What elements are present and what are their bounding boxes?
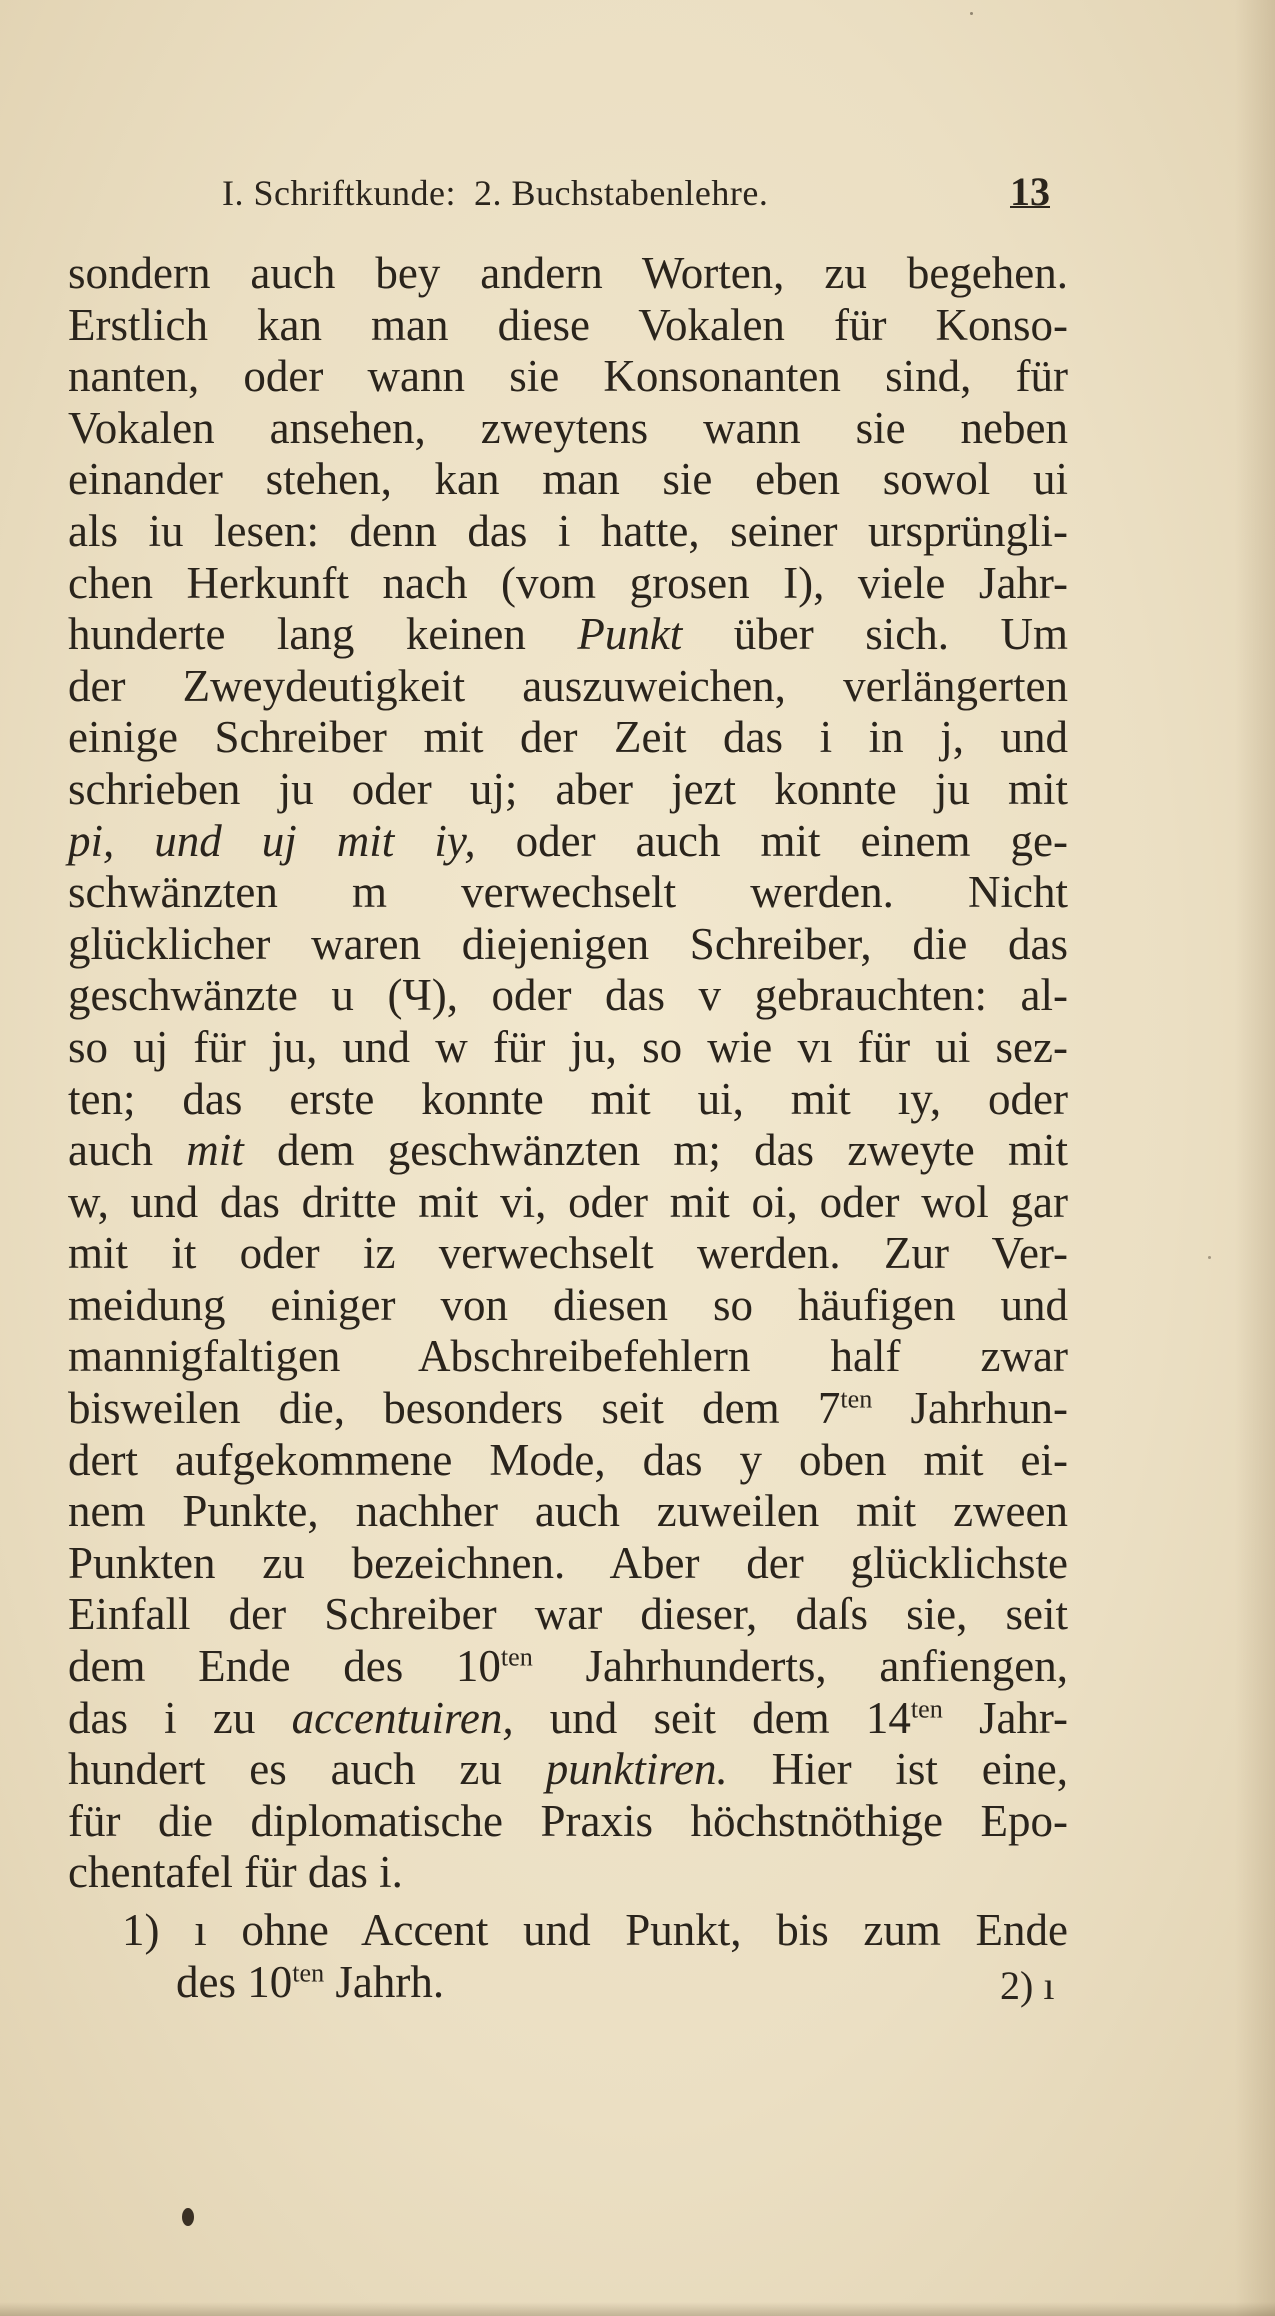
text-line: schrieben ju oder uj; aber jezt konnte ju mit: [68, 763, 1068, 814]
text-line: w, und das dritte mit vi, oder mit oi, oder wol gar: [68, 1176, 1068, 1227]
text-run: über sich. Um: [682, 609, 1068, 660]
running-head: [222, 172, 768, 214]
text-line: mannigfaltigen Abschreibefehlern half zwar: [68, 1331, 1068, 1382]
text-line: nanten, oder wann sie Konsonanten sind, für: [68, 351, 1068, 402]
ink-speck: [1208, 1256, 1211, 1259]
text-run: hunderte lang keinen: [68, 609, 578, 660]
text-line: [68, 1693, 1068, 1745]
text-run: oder auch mit einem ge-: [475, 815, 1068, 866]
text-line: schwänzten m verwechselt werden. Nicht: [68, 867, 1068, 918]
ink-blot: [182, 2208, 194, 2226]
list-item-line: [68, 1957, 1068, 2009]
page-bottom-edge: [0, 2302, 1275, 2316]
running-head-section: 2. Buchstabenlehre.: [473, 173, 769, 213]
text-line: ten; das erste konnte mit ui, mit ıy, oder: [68, 1073, 1068, 1124]
text-run: Hier ist eine,: [727, 1744, 1068, 1795]
text-line: so uj für ju, und w für ju, so wie vı für ui sez-: [68, 1021, 1068, 1072]
text-line: Erstlich kan man diese Vokalen für Konso-: [68, 299, 1068, 350]
text-line: einige Schreiber mit der Zeit das i in j, und: [68, 712, 1068, 763]
text-run: des 10: [176, 1956, 293, 2007]
page-edge-shadow: [1235, 0, 1275, 2316]
text-run: hundert es auch zu: [68, 1744, 546, 1795]
italic-run: accentuiren,: [291, 1692, 514, 1743]
italic-run: punktiren.: [545, 1744, 728, 1795]
text-run: dem Ende des 10: [68, 1641, 501, 1692]
text-run: dem geschwänzten m; das zweyte mit: [243, 1125, 1068, 1176]
text-line: einander stehen, kan man sie eben sowol ui: [68, 454, 1068, 505]
superscript: ten: [500, 1642, 533, 1672]
running-head-chapter: I. Schriftkunde:: [222, 173, 456, 213]
text-run: Jahr-: [942, 1692, 1069, 1743]
text-line: [68, 1383, 1068, 1435]
text-line: chentafel für das i.: [68, 1847, 403, 1898]
page-number: 13: [1010, 169, 1050, 214]
italic-run: pi, und uj mit iy,: [68, 815, 476, 866]
text-run: bisweilen die, besonders seit dem 7: [68, 1383, 841, 1434]
text-line: nem Punkte, nachher auch zuweilen mit zween: [68, 1486, 1068, 1537]
text-run: auch: [68, 1125, 187, 1176]
text-line: geschwänzte u (Ч), oder das v gebrauchten: al-: [68, 970, 1068, 1021]
epoch-list-item: [68, 1905, 1068, 2008]
text-line: der Zweydeutigkeit auszuweichen, verlängerten: [68, 660, 1068, 711]
text-run: und seit dem 14: [513, 1692, 911, 1743]
text-line: Einfall der Schreiber war dieser, daſs sie, seit: [68, 1589, 1068, 1640]
superscript: ten: [292, 1957, 325, 1987]
text-line: Vokalen ansehen, zweytens wann sie neben: [68, 402, 1068, 453]
text-line: glücklicher waren diejenigen Schreiber, die das: [68, 918, 1068, 969]
text-line: für die diplomatische Praxis höchstnöthige Epo-: [68, 1795, 1068, 1846]
text-line: dert aufgekommene Mode, das y oben mit ei-: [68, 1434, 1068, 1485]
italic-run: Punkt: [577, 609, 683, 660]
superscript: ten: [910, 1693, 943, 1723]
text-line: [68, 1125, 1068, 1177]
text-line: meidung einiger von diesen so häufigen und: [68, 1279, 1068, 1330]
catchword: 2) ı: [1000, 1963, 1055, 2008]
text-line: Punkten zu bezeichnen. Aber der glücklichste: [68, 1537, 1068, 1588]
text-run: Jahrhun-: [872, 1383, 1068, 1434]
superscript: ten: [840, 1384, 873, 1414]
text-run: Jahrhunderts, anfiengen,: [532, 1641, 1068, 1692]
text-run: das i zu: [68, 1692, 292, 1743]
text-line: als iu lesen: denn das i hatte, seiner ursprüngli-: [68, 505, 1068, 556]
text-line: mit it oder iz verwechselt werden. Zur Ver-: [68, 1228, 1068, 1279]
ink-speck: [970, 12, 973, 15]
text-line: [68, 1744, 1068, 1796]
text-line: sondern auch bey andern Worten, zu begehen.: [68, 248, 1068, 298]
body-text: [68, 248, 1068, 2008]
text-line: chen Herkunft nach (vom grosen I), viele Jahr-: [68, 557, 1068, 608]
italic-run: mit: [186, 1125, 244, 1176]
text-line: [68, 1641, 1068, 1693]
text-run: Jahrh.: [324, 1956, 445, 2007]
text-line: [68, 816, 1068, 868]
text-line: [68, 609, 1068, 661]
list-item-line: 1) ı ohne Accent und Punkt, bis zum Ende: [122, 1905, 1068, 1955]
